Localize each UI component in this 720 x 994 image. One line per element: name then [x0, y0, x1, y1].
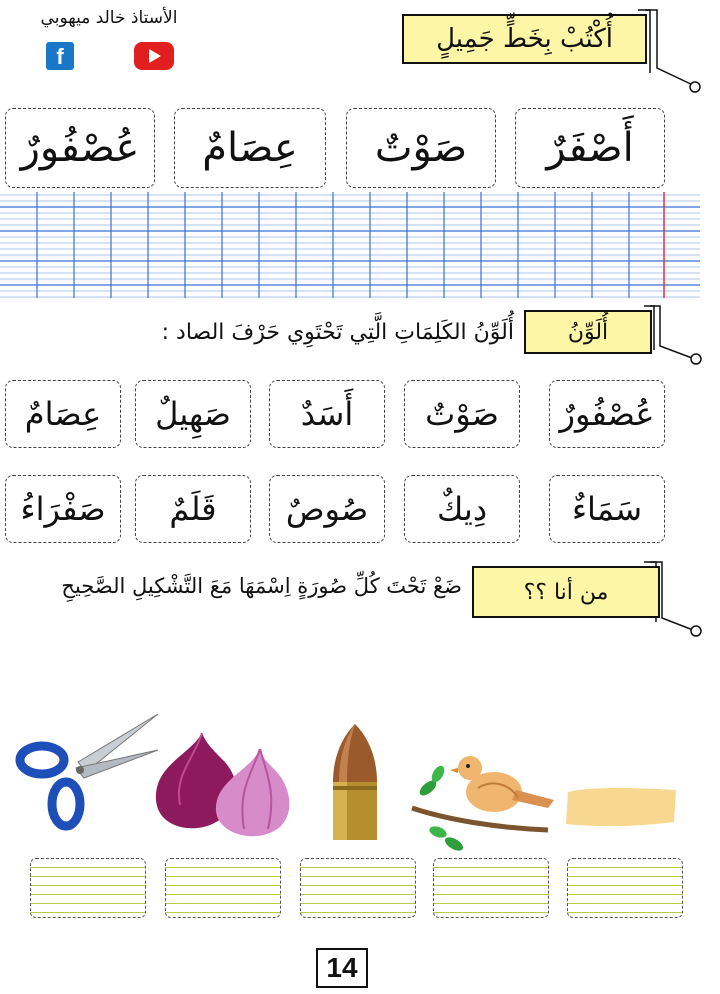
color-word-box[interactable]: دِيكٌ: [404, 475, 520, 543]
section2-instruction: أُلَوِّنُ الكَلِمَاتِ الَّتِي تَحْتَوِي حَرْفَ الصاد :: [161, 320, 514, 345]
color-word-box[interactable]: صَهِيلٌ: [135, 380, 251, 448]
color-word-box[interactable]: أَسَدٌ: [269, 380, 385, 448]
section2-title: أُلَوِّنُ: [524, 310, 652, 354]
onions-image: [150, 725, 295, 845]
answer-box[interactable]: [165, 858, 281, 918]
answer-box[interactable]: [567, 858, 683, 918]
copy-word-box: عِصَامٌ: [174, 108, 326, 188]
color-word-box[interactable]: عِصَامٌ: [5, 380, 121, 448]
copy-word-box: عُصْفُورٌ: [5, 108, 155, 188]
author-name: الأستاذ خالد ميهوبي: [40, 8, 178, 28]
answer-box[interactable]: [300, 858, 416, 918]
color-word-box[interactable]: صُوصٌ: [269, 475, 385, 543]
color-word-box[interactable]: سَمَاءٌ: [549, 475, 665, 543]
page-number: 14: [316, 948, 368, 988]
answer-box[interactable]: [30, 858, 146, 918]
copy-word-box: أَصْفَرٌ: [515, 108, 665, 188]
scissors-image: [10, 712, 160, 832]
yellow-paint-swatch-image: [562, 782, 682, 832]
section1-title: أُكْتُبْ بِخَطٍّ جَمِيلٍ: [402, 14, 647, 64]
bullet-image: [325, 722, 385, 844]
facebook-icon[interactable]: f: [46, 42, 74, 70]
color-word-box[interactable]: قَلَمٌ: [135, 475, 251, 543]
bird-on-branch-image: [408, 748, 558, 858]
section3-instruction: ضَعْ تَحْتَ كُلِّ صُورَةٍ اِسْمَهَا مَعَ التَّشْكِيلِ الصَّحِيحِ: [61, 574, 462, 598]
handwriting-grid[interactable]: [0, 192, 700, 298]
color-word-box[interactable]: صَوْتٌ: [404, 380, 520, 448]
color-word-box[interactable]: صَفْرَاءُ: [5, 475, 121, 543]
copy-word-box: صَوْتٌ: [346, 108, 496, 188]
answer-box[interactable]: [433, 858, 549, 918]
youtube-icon[interactable]: [134, 42, 174, 70]
section3-title: من أنا ؟؟: [472, 566, 660, 618]
color-word-box[interactable]: عُصْفُورٌ: [549, 380, 665, 448]
